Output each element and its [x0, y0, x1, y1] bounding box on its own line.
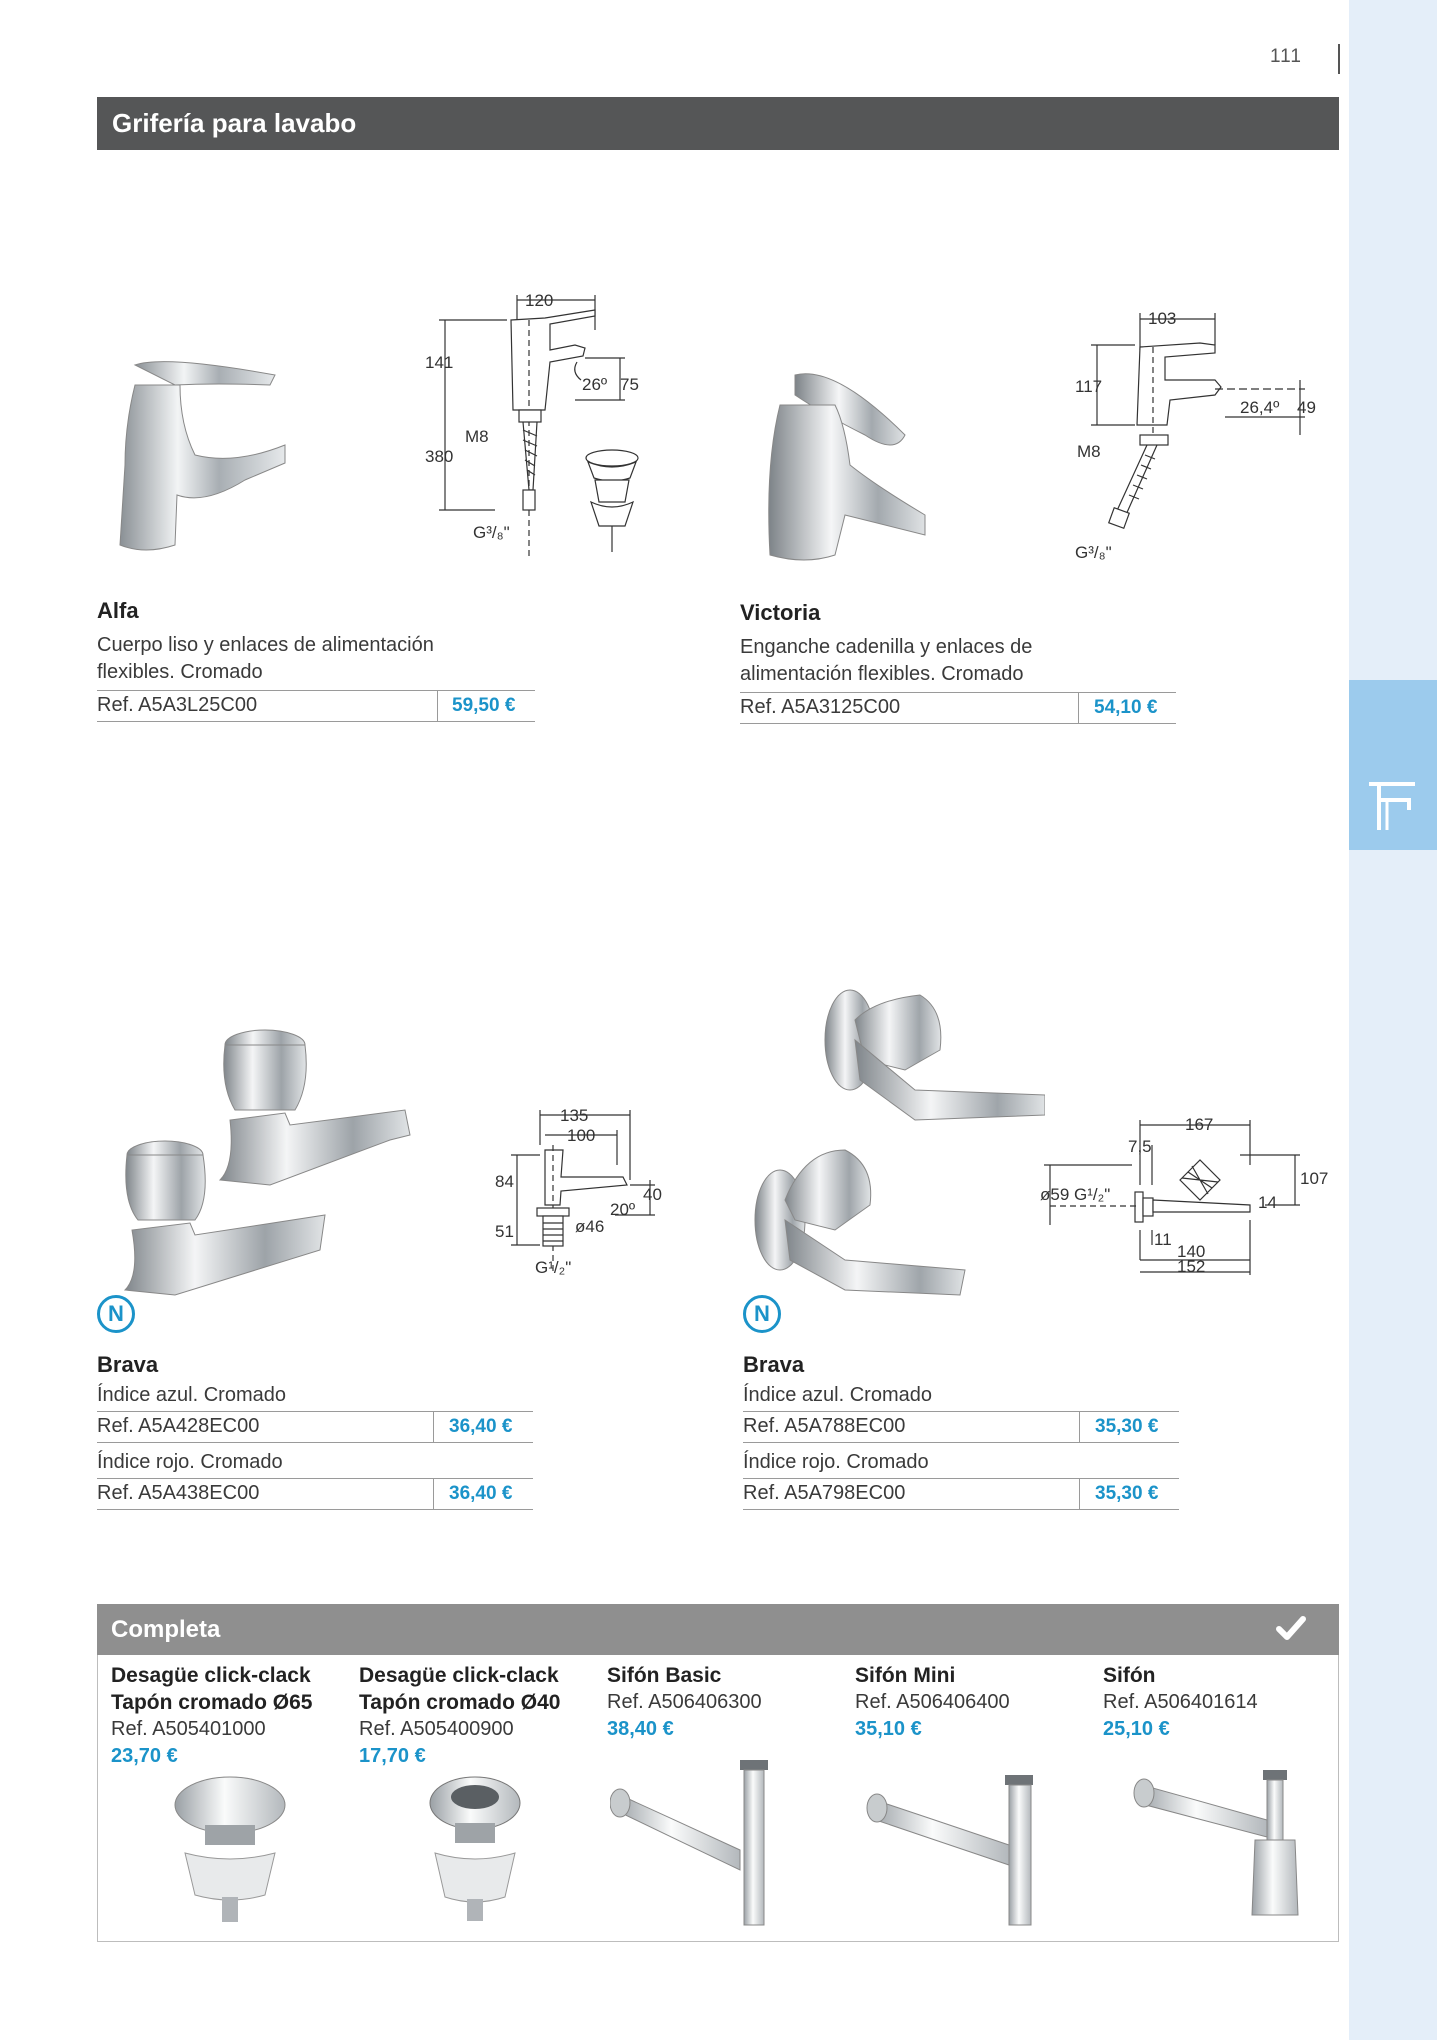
brava-dim-spout: 40 [643, 1185, 662, 1204]
alfa-description: Cuerpo liso y enlaces de alimentación flexibles. Cromado [97, 634, 434, 683]
brava-price-1: 36,40 € [449, 1416, 513, 1437]
accessory-2-ref: Ref. A505400900 [359, 1718, 514, 1740]
accessory-5 [1103, 1662, 1343, 1743]
accessory-4 [855, 1662, 1095, 1743]
victoria-ref-row [740, 692, 1176, 724]
accessory-5-ref: Ref. A506401614 [1103, 1691, 1258, 1713]
accessory-1-price: 23,70 € [111, 1745, 178, 1767]
wall-dim-b2: 140 [1177, 1242, 1206, 1261]
brava-ref-1: Ref. A5A428EC00 [97, 1415, 260, 1437]
siphon-mini-image [865, 1770, 1045, 1930]
alfa-dim-width: 120 [525, 291, 554, 310]
brava-name: Brava [97, 1352, 159, 1377]
accessory-1-ref: Ref. A505401000 [111, 1718, 266, 1740]
alfa-dim-hose: 380 [425, 447, 454, 466]
alfa-drain-drawing [586, 450, 638, 552]
victoria-dim-spout: 49 [1297, 398, 1316, 417]
victoria-technical-drawing [1075, 305, 1325, 575]
accessory-5-name: Sifón [1103, 1664, 1156, 1687]
alfa-dim-thread: M8 [465, 427, 489, 446]
accessory-3 [607, 1662, 847, 1743]
alfa-technical-drawing [425, 290, 655, 570]
brava-wall-ref-row-2 [743, 1478, 1179, 1510]
accessory-2-name-1: Desagüe click-clack [359, 1664, 559, 1687]
wall-dim-s: 14 [1258, 1193, 1277, 1212]
accessory-1 [111, 1662, 351, 1770]
brava-dim-w1: 135 [560, 1106, 589, 1125]
accessory-4-name: Sifón Mini [855, 1664, 956, 1687]
siphon-basic-image [610, 1755, 790, 1930]
page-divider [1338, 44, 1340, 74]
victoria-price: 54,10 € [1094, 697, 1158, 718]
accessory-2 [359, 1662, 599, 1770]
wall-dim-b3: 152 [1177, 1257, 1206, 1276]
alfa-dim-spout: 75 [620, 375, 639, 394]
page-number: 111 [1270, 46, 1302, 67]
brava-dim-conn: G¹/₂" [535, 1258, 572, 1277]
drain-65-image [170, 1775, 290, 1925]
alfa-name: Alfa [97, 598, 139, 623]
wall-dim-top: 167 [1185, 1115, 1214, 1134]
victoria-dim-height: 117 [1075, 377, 1103, 396]
victoria-dim-width: 103 [1148, 309, 1177, 328]
accessory-5-price: 25,10 € [1103, 1718, 1170, 1740]
brava-wall-price-1: 35,30 € [1095, 1416, 1159, 1437]
accessory-4-price: 35,10 € [855, 1718, 922, 1740]
divider [1078, 693, 1079, 723]
brava-variant-desc-2: Índice rojo. Cromado [97, 1451, 283, 1473]
brava-wall-ref-2: Ref. A5A798EC00 [743, 1482, 906, 1504]
brava-wall-price-2: 35,30 € [1095, 1483, 1159, 1504]
alfa-dim-height: 141 [425, 353, 454, 372]
divider [433, 1479, 434, 1509]
victoria-dim-thread: M8 [1077, 442, 1101, 461]
brava-wall-variant-desc-1: Índice azul. Cromado [743, 1384, 932, 1406]
brava-ref-row-2 [97, 1478, 533, 1510]
brava-wall-technical-drawing [1040, 1110, 1330, 1280]
drain-40-image [420, 1775, 530, 1925]
victoria-ref: Ref. A5A3125C00 [740, 696, 901, 718]
divider [1079, 1479, 1080, 1509]
alfa-ref: Ref. A5A3L25C00 [97, 694, 258, 716]
alfa-dim-angle: 26º [582, 375, 608, 394]
accessories-title: Completa [97, 1604, 1339, 1655]
divider [433, 1412, 434, 1442]
check-icon [1276, 1614, 1306, 1642]
siphon-image [1130, 1765, 1310, 1925]
accessory-2-name-2: Tapón cromado Ø40 [359, 1691, 561, 1714]
brava-wall-name: Brava [743, 1352, 805, 1377]
wall-dim-b1: 11 [1154, 1230, 1172, 1249]
wall-dim-dia: ø59 G¹/₂" [1040, 1185, 1111, 1204]
brava-wall-ref-1: Ref. A5A788EC00 [743, 1415, 906, 1437]
brava-dim-h2: 51 [495, 1222, 514, 1241]
victoria-description: Enganche cadenilla y enlaces de alimentación flexibles. Cromado [740, 636, 1033, 685]
brava-wall-ref-row-1 [743, 1411, 1179, 1443]
wall-dim-d1: 7,5 [1128, 1137, 1152, 1156]
brava-taps-technical-drawing [495, 1105, 675, 1285]
victoria-dim-conn: G³/₈" [1075, 543, 1112, 562]
accessory-1-name-1: Desagüe click-clack [111, 1664, 311, 1687]
brava-dim-h1: 84 [495, 1172, 514, 1191]
brava-dim-angle: 20º [610, 1200, 636, 1219]
brava-dim-dia: ø46 [575, 1217, 605, 1236]
accessory-3-name: Sifón Basic [607, 1664, 722, 1687]
divider [1079, 1412, 1080, 1442]
faucet-icon [1365, 778, 1421, 834]
accessory-2-price: 17,70 € [359, 1745, 426, 1767]
new-badge: N [97, 1295, 135, 1333]
accessory-1-name-2: Tapón cromado Ø65 [111, 1691, 313, 1714]
brava-variant-desc-1: Índice azul. Cromado [97, 1384, 286, 1406]
brava-wall-variant-desc-2: Índice rojo. Cromado [743, 1451, 929, 1473]
brava-taps-image [120, 1025, 420, 1305]
victoria-faucet-image [755, 365, 935, 565]
accessory-3-ref: Ref. A506406300 [607, 1691, 762, 1713]
new-badge: N [743, 1295, 781, 1333]
brava-price-2: 36,40 € [449, 1483, 513, 1504]
side-strip [1349, 0, 1437, 2040]
brava-ref-2: Ref. A5A438EC00 [97, 1482, 260, 1504]
wall-dim-h: 107 [1300, 1169, 1329, 1188]
alfa-dim-conn: G³/₈" [473, 523, 510, 542]
alfa-ref-row [97, 690, 535, 722]
chapter-tab[interactable] [1349, 680, 1437, 850]
brava-wall-taps-image [745, 980, 1045, 1310]
accessory-4-ref: Ref. A506406400 [855, 1691, 1010, 1713]
divider [437, 691, 438, 721]
brava-dim-w2: 100 [567, 1126, 596, 1145]
victoria-dim-angle: 26,4º [1240, 398, 1280, 417]
alfa-faucet-image [105, 345, 305, 555]
victoria-name: Victoria [740, 600, 821, 625]
section-title: Grifería para lavabo [97, 97, 1339, 150]
brava-ref-row-1 [97, 1411, 533, 1443]
accessory-3-price: 38,40 € [607, 1718, 674, 1740]
alfa-price: 59,50 € [452, 695, 516, 716]
